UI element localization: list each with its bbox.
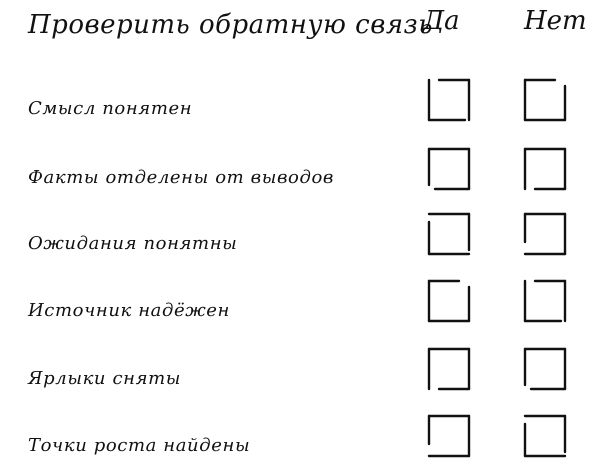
checkbox-no[interactable] [523, 212, 567, 256]
checklist-item-label: Ожидания понятны [28, 233, 238, 254]
checkbox-yes[interactable] [427, 212, 471, 256]
checkbox-yes[interactable] [427, 347, 471, 391]
checklist-item-label: Точки роста найдены [28, 435, 251, 456]
checkbox-no[interactable] [523, 279, 567, 323]
checkbox-no[interactable] [523, 414, 567, 458]
column-header-no: Нет [524, 6, 587, 36]
checkbox-yes[interactable] [427, 279, 471, 323]
checkbox-no[interactable] [523, 147, 567, 191]
checklist-item-label: Факты отделены от выводов [28, 167, 334, 188]
column-header-yes: Да [423, 6, 460, 36]
checkbox-yes[interactable] [427, 147, 471, 191]
checkbox-no[interactable] [523, 78, 567, 122]
checklist-item-label: Ярлыки сняты [28, 368, 182, 389]
checklist-item-label: Источник надёжен [28, 300, 231, 321]
page-title: Проверить обратную связь [28, 10, 433, 40]
checklist-item-label: Смысл понятен [28, 98, 193, 119]
checkbox-yes[interactable] [427, 414, 471, 458]
checkbox-no[interactable] [523, 347, 567, 391]
checkbox-yes[interactable] [427, 78, 471, 122]
